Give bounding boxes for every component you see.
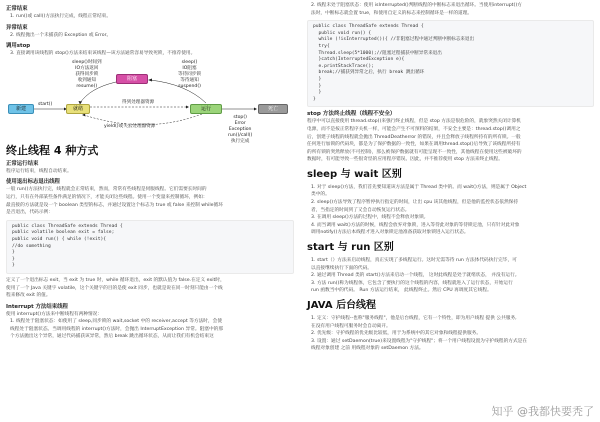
intro-section [6,5,294,58]
daemon-title: JAVA 后台线程 [307,300,377,311]
paragraph: 使用 interrupt()方法来中断线程有两种情况： [6,311,103,317]
list-item: 2. 线程未处于阻塞状态：使用 isInterrupted()判断线程的中断标志来退出循环。当使用interrupt()方 [311,3,522,8]
code-exit-flag: public class ThreadSafe extends Thread { public volatile boolean exit = false; public void run() { while (!exit){ //do something } } } [6,220,294,274]
sleep-wait-title: sleep 与 wait 区别 [307,168,402,180]
label-start: start() [38,101,53,107]
paragraph: 一般 run()方法执行完，线程就会正常结束，然而，常常有些线程是伺服线程。它们需要长时间的 [6,187,207,193]
right-column [303,0,600,422]
paragraph: 是否退出，代码示例： [6,210,53,216]
list-item: 2. 优先级：守护线程的优先级比较低，用于为系统中的其它对象和线程提供服务。 [311,331,482,337]
list-item: 1. 定义：守护线程--也称"服务线程"，他是后台线程，它有一个特性，即为用户线程 提供 公共服务, [311,316,517,321]
paragraph: 的所有锁的突然释放(不可控制)，那么被保护数据就有可能呈现不一致性，其他线程在使用这些被破坏的 [307,149,522,155]
daemon-list [307,315,594,353]
sleep-wait-list [307,184,594,237]
subheading: 调用stop [6,43,31,50]
paragraph: 使用了一个 Java 关键字 volatile，这个关键字的目的是使 exit 同步，也就是说在同一时刻只能由一个线 [6,285,223,291]
list-item: 1. 对于 sleep()方法，我们首先要知道该方法是属于 Thread 类中的。而 wait()方法，则是属于 Object [311,184,527,190]
list-item: 3. 直接调用该线程的 stop()方法来结束该线程—该方法通常容易导致死锁，不推荐使用。 [10,51,196,57]
list-item: 2. 线程抛出一个未捕获的 Exception 或 Error。 [10,32,112,38]
subheading: 使用退出标志退出线程 [6,179,60,186]
section-title-terminate: 终止线程 4 种方式 [6,143,99,157]
list-item: 个方法抛出这个异常，通过代码捕获该异常，然后 break 跳出循环状态，从而让我们有机会结束这 [10,334,214,340]
subheading: 正常结束 [6,6,28,12]
stop-title: stop 方法终止线程（线程不安全） [307,111,396,118]
paragraph: 程序中可以直接使用 thread.stop()来强行终止线程，但是 stop 方法是很危险的，就象突然关闭计算机 [307,119,521,125]
list-item: 类中的。 [311,192,330,198]
label-center-note: 得到处理器资源 [122,99,155,105]
label-dead-note: stop() Error Exception run()/call() 执行完成 [228,114,253,144]
list-item: 2. 通过调用 Thread 类的 start()方法来启动一个线程， 这时此线程是处于就绪状态， 并没有运行。 [311,273,520,279]
paragraph: 定义了一个退出标志 exit，当 exit 为 true 时，while 循环退出，exit 的默认值为 false.在定义 exit时， [6,277,225,283]
watermark: 知乎 @我都快要秃了 [491,405,594,418]
list-item: 3. 方法 run()称为线程体，它包含了要执行的这个线程的内容，线程就进入了运行状态，开始运行 [311,280,513,286]
subheading: Interrupt 方法结束线程 [6,303,68,310]
list-item: 在没有用户线程可服务时会自动离开。 [311,323,391,329]
stop-body [307,118,594,164]
list-item: 1. run()或 call()方法执行完成，线程正常结束。 [10,14,112,19]
paragraph: 数据时，有可能导致一些很奇怪的应用程序错误。因此，并不推荐使用 stop 方法来终止线程。 [307,157,503,163]
label-right-note: sleep() IO阻塞 等待同步锁 等待通知 suspend() [178,59,201,89]
paragraph: 后，创建子线程的线程就会抛出 ThreadDeatherror 的错误，并且会释放子线程所持有的所有锁。一般 [307,134,521,140]
list-item: 1. 线程处于阻塞状态：如使用了 sleep,同步锁的 wait,socket 中的 receiver,accept 等方法时，会使 [10,319,223,325]
terminate-methods [6,160,294,217]
list-item: 4. 而当调用 wait()方法的时候，线程会放弃对象锁，进入等待此对象的等待锁定池，只有针对此对象 [311,222,520,228]
code-interrupt: public class ThreadSafe extends Thread { public void run() { while (!isInterrupted()){ //非阻塞过程中通过判断中断标志来退出 try{ Thread.sleep(5*1000);//阻塞过程捕获中断异常来退出 }catch(InterruptedException e){ e.printStackTrace(); break;//捕获到异常之后，执行 break 跳出循环 } } } } [307,20,594,107]
list-item: 以直接继续执行下面的代码。 [311,265,372,271]
state-running: 运行 [190,104,222,114]
state-blocked: 阻塞 [116,74,148,84]
interrupt-case-2 [307,2,594,17]
list-item: 者，当指定的时间到了又会自动恢复运行状态。 [311,207,410,213]
list-item: 2. sleep()方法导致了程序暂停执行指定的时间，让出 cpu 该其他线程，但是他的监控状态依然保持 [311,200,519,206]
paragraph: 程序运行结束，线程自动结束。 [6,168,72,174]
list-item: 线程对象创建 之前 用线程对象的 setDaemon 方法。 [311,346,424,352]
list-item: 线程处于阻塞状态。当调用线程的 interrupt()方法时，会抛出 InterruptException 异常。阻塞中的那 [10,326,224,332]
terminate-explanation [6,277,294,341]
list-item: 1. start（）方法来启动线程，真正实现了多线程运行。这时无需等待 run 方法体代码执行完毕，可 [311,258,517,264]
start-run-list [307,257,594,295]
label-left-note: sleep()时间到 IO方法返回 获得同步锁 收到通知 resume() [72,59,102,89]
paragraph: 最直接的方法就是设一个 boolean 类型的标志，并通过设置这个标志为 true 或 false 来控制 while循环 [6,202,223,208]
paragraph: 任何进行加锁的代码块，都是为了保护数据的一致性，如果在调用thread.stop()后导致了该线程所持有 [307,142,521,148]
state-ready: 就绪 [66,104,90,114]
list-item: run 函数当中的代码。 Run 方法运行结束， 此线程终止。然后 CPU 再调度其它线程。 [311,288,492,294]
list-item: 法时，中断标志就会置 true，和使用自定义的标志来控制循环是一样的道理。 [311,10,473,16]
label-yield: yield()或失去处理器资源 [104,123,156,129]
state-new: 新建 [8,104,34,114]
state-dead: 死亡 [258,104,288,114]
subheading: 异常结束 [6,24,28,31]
list-item: 调用notify()方法后本线程才进入对象锁定池准备获取对象锁进入运行状态。 [311,230,469,236]
paragraph: 程来修改 exit 的值。 [6,293,51,299]
list-item: 3. 设置：通过 setDaemon(true)来设置线程为"守护线程"；将一个用户线程设置为守护线程的方式是在 [311,338,528,344]
paragraph: 电源，而不是按正常程序关机一样，可能会产生不可预料的结果，不安全主要是：thread.stop()调用之 [307,126,521,132]
paragraph: 运行，只有在外部某些条件满足的情况下，才能关闭这些线程。使用一个变量来控制循环，例如： [6,194,208,200]
subheading: 正常运行结束 [6,160,39,167]
list-item: 3. 在调用 sleep()方法的过程中，线程不会释放对象锁。 [311,215,429,221]
start-run-title: start 与 run 区别 [307,242,394,254]
thread-state-diagram [6,59,294,144]
